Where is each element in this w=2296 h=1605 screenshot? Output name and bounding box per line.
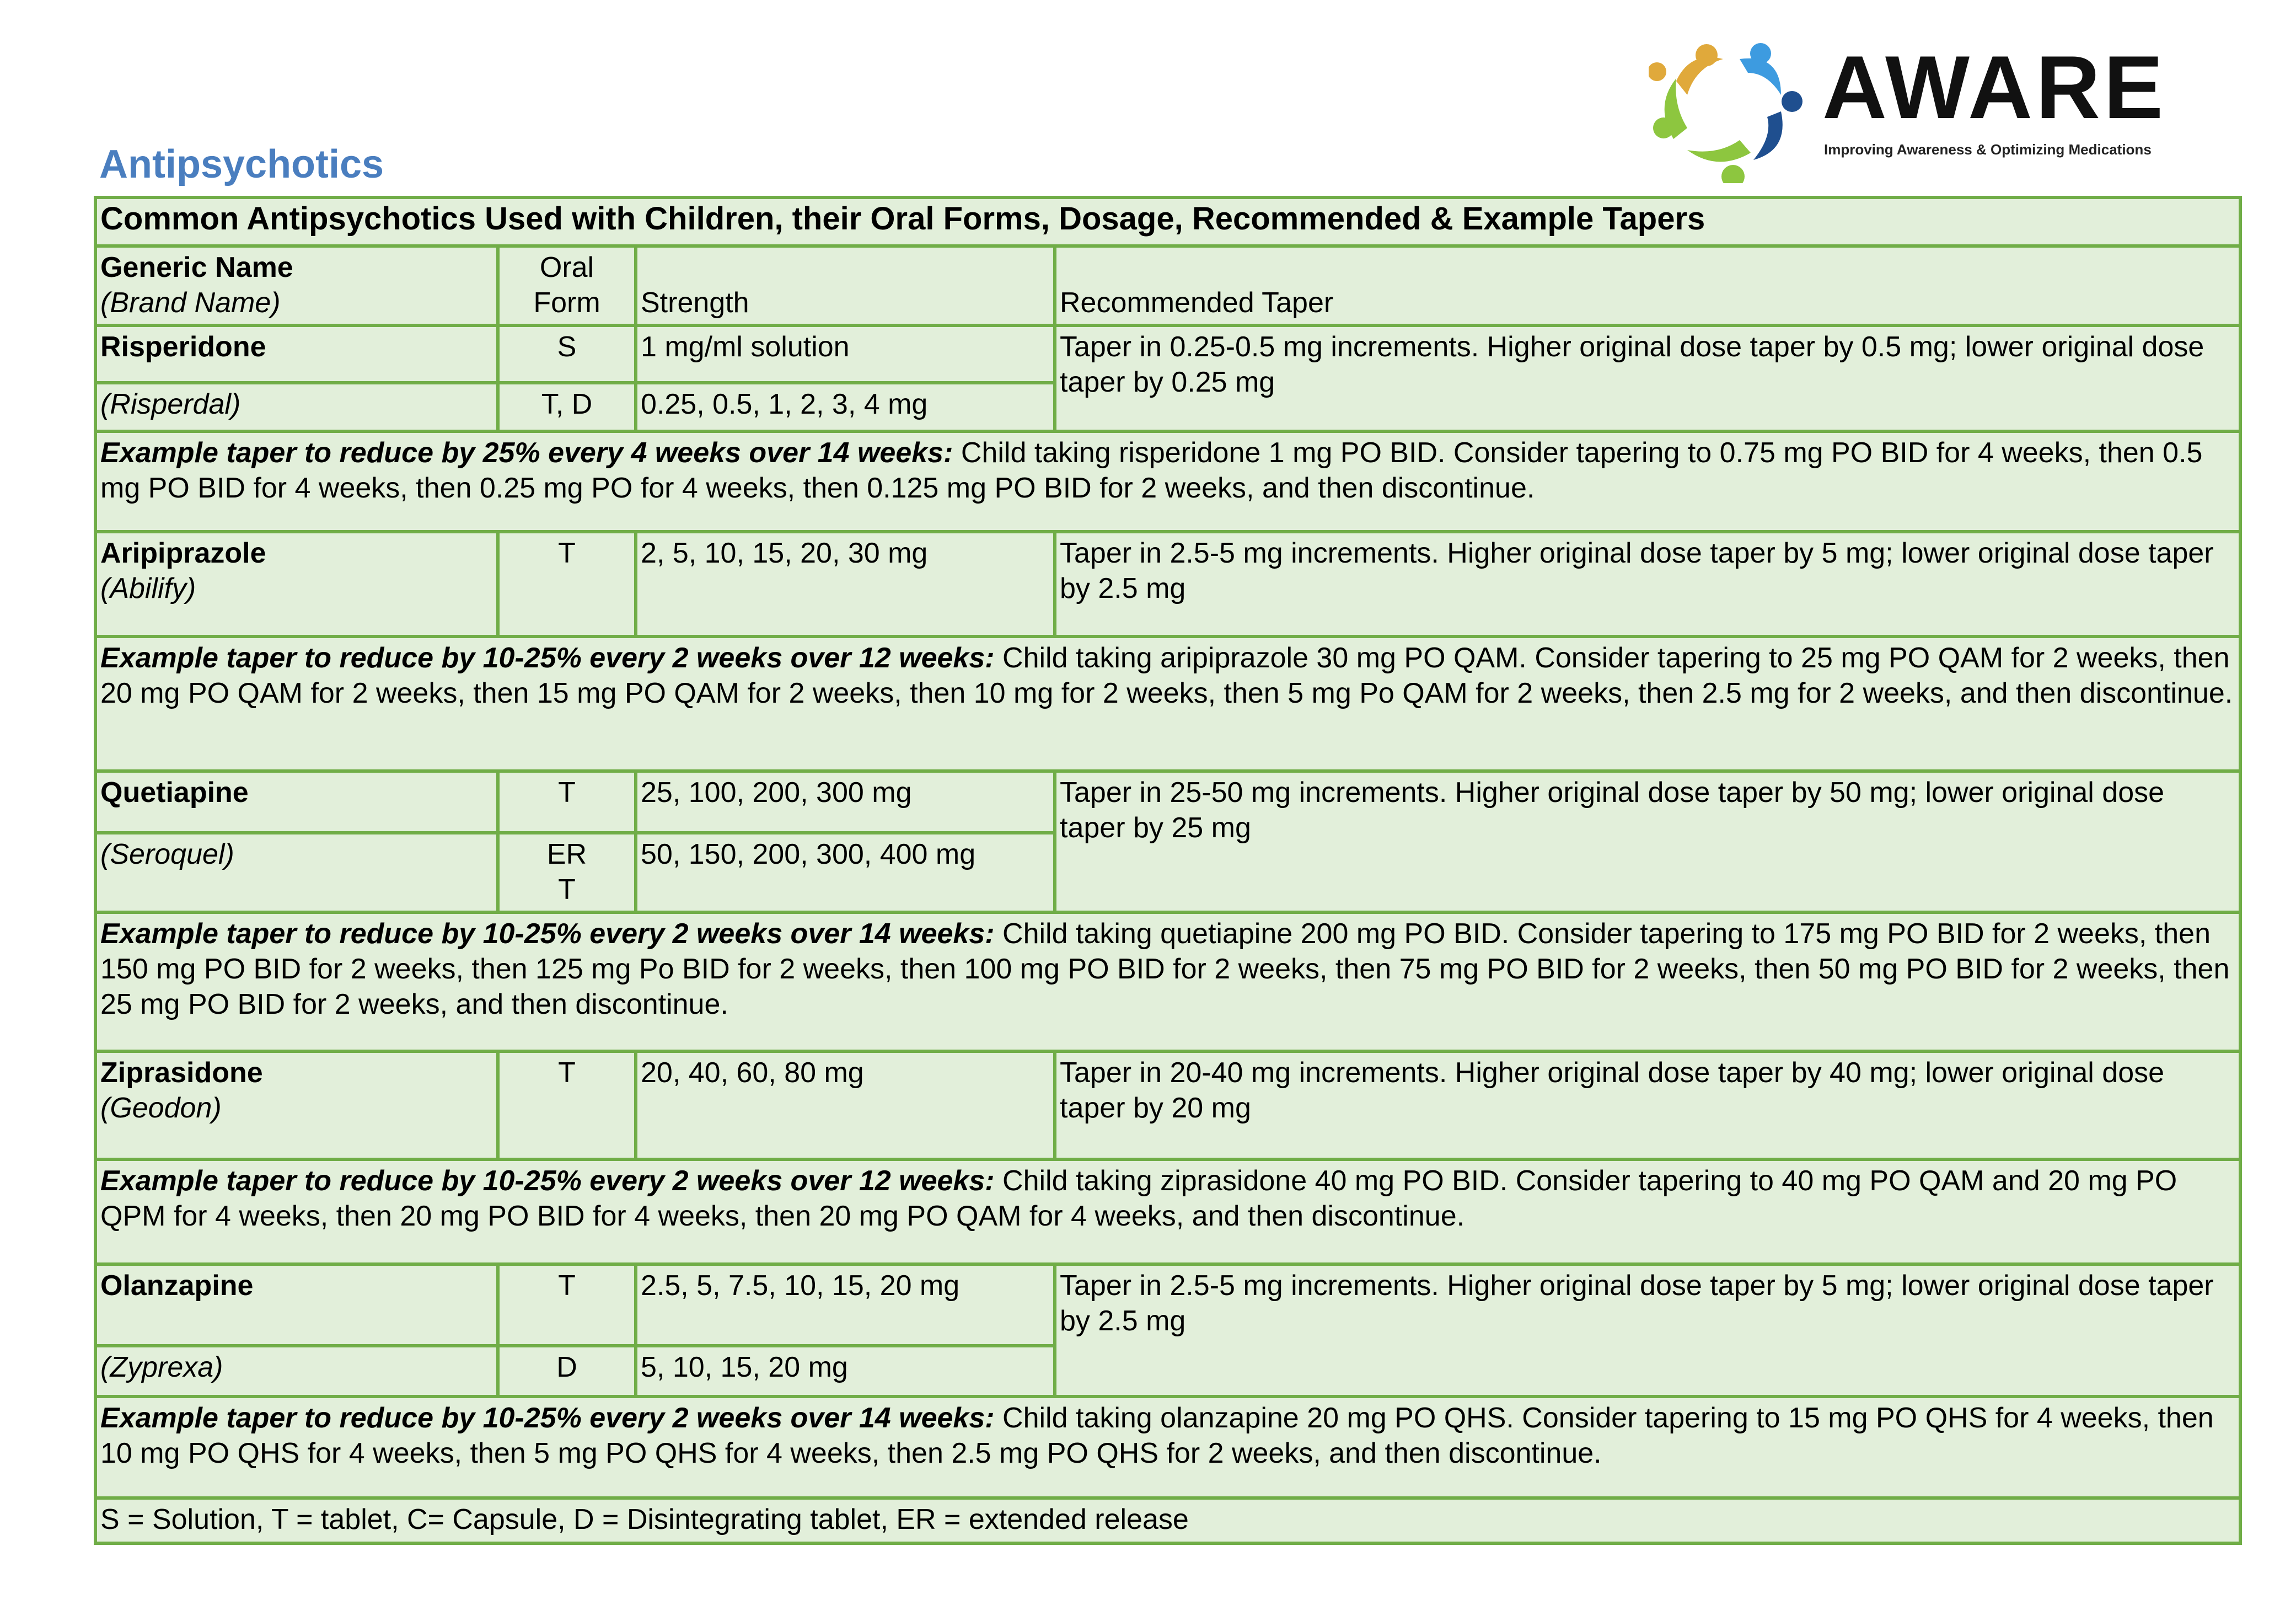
abbreviation-legend: S = Solution, T = tablet, C= Capsule, D = Disintegrating tablet, ER = extended release bbox=[95, 1498, 2240, 1543]
example-taper-lead: Example taper to reduce by 25% every 4 weeks over 14 weeks: bbox=[100, 437, 953, 469]
generic-name-risperidone: Risperidone bbox=[95, 325, 498, 383]
table-title-row bbox=[95, 197, 2240, 246]
strength: 2.5, 5, 7.5, 10, 15, 20 mg bbox=[636, 1264, 1055, 1346]
recommended-taper: Taper in 0.25-0.5 mg increments. Higher original dose taper by 0.5 mg; lower original dose taper by 0.25 mg bbox=[1055, 325, 2240, 431]
header-brand-label: (Brand Name) bbox=[100, 287, 281, 319]
strength: 2, 5, 10, 15, 20, 30 mg bbox=[636, 532, 1055, 636]
example-taper-row bbox=[95, 431, 2240, 532]
example-taper-row bbox=[95, 636, 2240, 771]
table-row bbox=[95, 1051, 2240, 1159]
generic-name-olanzapine: Olanzapine bbox=[95, 1264, 498, 1346]
antipsychotics-table bbox=[94, 196, 2242, 1545]
table-row bbox=[95, 532, 2240, 636]
header-form-line2: Form bbox=[533, 287, 600, 319]
table-row bbox=[95, 1264, 2240, 1346]
strength: 1 mg/ml solution bbox=[636, 325, 1055, 383]
example-taper-row bbox=[95, 1159, 2240, 1264]
generic-name-ziprasidone: Ziprasidone bbox=[100, 1057, 263, 1089]
strength: 25, 100, 200, 300 mg bbox=[636, 771, 1055, 833]
example-taper bbox=[95, 912, 2240, 1051]
header-row bbox=[95, 246, 2240, 325]
example-taper-text: Child taking aripiprazole 30 mg PO QAM. Consider tapering to 25 mg PO QAM for 2 weeks, then 20 mg PO QAM for 2 weeks, then 15 mg PO QAM for 2 weeks, then 10 mg for 2 weeks, then 5 mg Po QAM for 2 weeks, then 2.5 mg for 2 weeks, and then discontinue. bbox=[100, 642, 2233, 709]
example-taper bbox=[95, 431, 2240, 532]
recommended-taper: Taper in 25-50 mg increments. Higher original dose taper by 50 mg; lower original dose taper by 25 mg bbox=[1055, 771, 2240, 912]
generic-name-aripiprazole: Aripiprazole bbox=[100, 537, 266, 569]
example-taper-lead: Example taper to reduce by 10-25% every 2 weeks over 14 weeks: bbox=[100, 1402, 995, 1434]
header-recommended-taper: Recommended Taper bbox=[1055, 246, 2240, 325]
table-row bbox=[95, 325, 2240, 383]
strength: 20, 40, 60, 80 mg bbox=[636, 1051, 1055, 1159]
example-taper-lead: Example taper to reduce by 10-25% every 2 weeks over 12 weeks: bbox=[100, 642, 995, 674]
table-title: Common Antipsychotics Used with Children, their Oral Forms, Dosage, Recommended & Example Tapers bbox=[95, 197, 2240, 246]
generic-name-quetiapine: Quetiapine bbox=[95, 771, 498, 833]
drug-name-cell bbox=[95, 532, 498, 636]
oral-form: T bbox=[498, 771, 636, 833]
drug-name-cell bbox=[95, 1051, 498, 1159]
header-strength: Strength bbox=[636, 246, 1055, 325]
example-taper-row bbox=[95, 912, 2240, 1051]
header-form-line1: Oral bbox=[539, 252, 594, 283]
strength: 50, 150, 200, 300, 400 mg bbox=[636, 833, 1055, 912]
strength: 5, 10, 15, 20 mg bbox=[636, 1346, 1055, 1397]
recommended-taper: Taper in 2.5-5 mg increments. Higher original dose taper by 5 mg; lower original dose taper by 2.5 mg bbox=[1055, 532, 2240, 636]
example-taper bbox=[95, 1159, 2240, 1264]
page-title: Antipsychotics bbox=[99, 142, 384, 186]
brand-name-risperdal: (Risperdal) bbox=[95, 383, 498, 431]
legend-row bbox=[95, 1498, 2240, 1543]
brand-name-abilify: (Abilify) bbox=[100, 573, 196, 604]
example-taper bbox=[95, 636, 2240, 771]
header-generic-name bbox=[95, 246, 498, 325]
logo-tagline: Improving Awareness & Optimizing Medications bbox=[1824, 141, 2152, 158]
oral-form: T, D bbox=[498, 383, 636, 431]
oral-form: T bbox=[498, 532, 636, 636]
oral-form: S bbox=[498, 325, 636, 383]
logo-wordmark: AWARE bbox=[1822, 38, 2167, 137]
oral-form: D bbox=[498, 1346, 636, 1397]
brand-name-seroquel: (Seroquel) bbox=[95, 833, 498, 912]
oral-form bbox=[498, 833, 636, 912]
example-taper-text: Child taking ziprasidone 40 mg PO BID. Consider tapering to 40 mg PO QAM and 20 mg PO QPM for 4 weeks, then 20 mg PO BID for 4 weeks, then 20 mg PO QAM for 4 weeks, and then discontinue. bbox=[100, 1165, 2177, 1232]
strength: 0.25, 0.5, 1, 2, 3, 4 mg bbox=[636, 383, 1055, 431]
header-oral-form bbox=[498, 246, 636, 325]
recommended-taper: Taper in 20-40 mg increments. Higher original dose taper by 40 mg; lower original dose taper by 20 mg bbox=[1055, 1051, 2240, 1159]
example-taper-lead: Example taper to reduce by 10-25% every 2 weeks over 14 weeks: bbox=[100, 918, 995, 950]
example-taper bbox=[95, 1397, 2240, 1498]
example-taper-text: Child taking quetiapine 200 mg PO BID. Consider tapering to 175 mg PO BID for 2 weeks, then 150 mg PO BID for 2 weeks, then 125 mg Po BID for 2 weeks, then 100 mg PO BID for 2 weeks, then 75 mg PO BID for 2 weeks, then 50 mg PO BID for 2 weeks, then 25 mg PO BID for 2 weeks, and then discontinue. bbox=[100, 918, 2230, 1020]
example-taper-row bbox=[95, 1397, 2240, 1498]
example-taper-text: Child taking olanzapine 20 mg PO QHS. Consider tapering to 15 mg PO QHS for 4 weeks, then 10 mg PO QHS for 4 weeks, then 5 mg PO QHS for 4 weeks, then 2.5 mg PO QHS for 2 weeks, and then discontinue. bbox=[100, 1402, 2214, 1469]
table-row bbox=[95, 771, 2240, 833]
oral-form-text: ER T bbox=[546, 838, 587, 906]
brand-name-zyprexa: (Zyprexa) bbox=[95, 1346, 498, 1397]
example-taper-lead: Example taper to reduce by 10-25% every 2 weeks over 12 weeks: bbox=[100, 1165, 995, 1197]
example-taper-text: Child taking risperidone 1 mg PO BID. Consider tapering to 0.75 mg PO BID for 4 weeks, then 0.5 mg PO BID for 4 weeks, then 0.25 mg PO for 4 weeks, then 0.125 mg PO BID for 2 weeks, and then discontinue. bbox=[100, 437, 2203, 504]
oral-form: T bbox=[498, 1051, 636, 1159]
brand-name-geodon: (Geodon) bbox=[100, 1092, 222, 1124]
oral-form: T bbox=[498, 1264, 636, 1346]
recommended-taper: Taper in 2.5-5 mg increments. Higher original dose taper by 5 mg; lower original dose taper by 2.5 mg bbox=[1055, 1264, 2240, 1397]
header-generic-label: Generic Name bbox=[100, 252, 293, 283]
